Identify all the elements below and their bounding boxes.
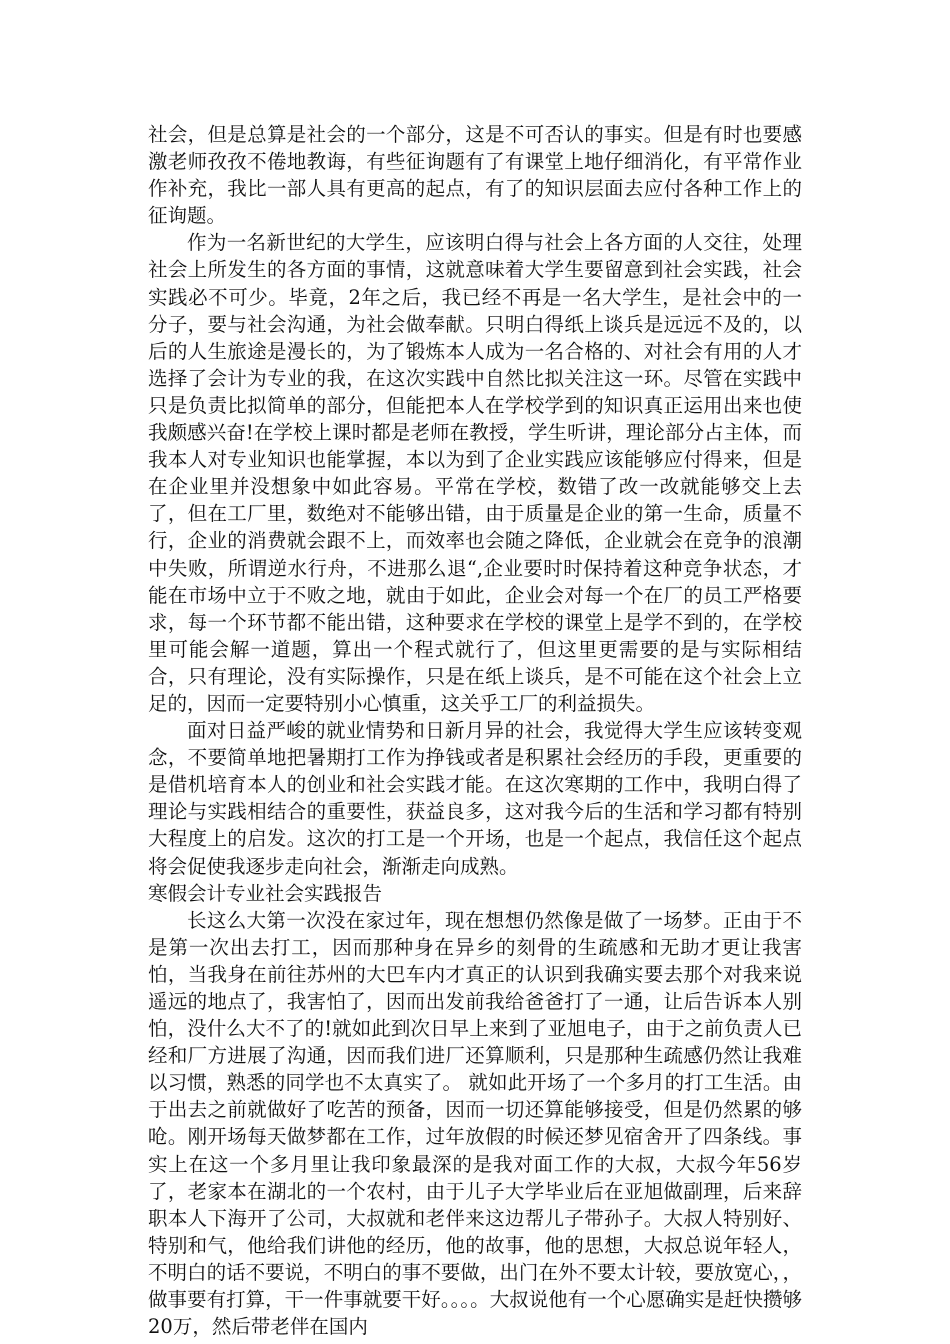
document-body [148, 121, 802, 1340]
paragraph-continuation: 社会，但是总算是社会的一个部分，这是不可否认的事实。但是有时也要感激老师孜孜不倦地教诲，有些征询题有了有课堂上地仔细消化，有平常作业作补充，我比一部人具有更高的起点，有了的知识层面去应付各种工作上的征询题。 [148, 123, 802, 228]
paragraph-winter-work-report: 长这么大第一次没在家过年，现在想想仍然像是做了一场梦。正由于不是第一次出去打工，因而那种身在异乡的刻骨的生疏感和无助才更让我害怕，当我身在前往苏州的大巴车内才真正的认识到我确实要去那个对我来说遥远的地点了，我害怕了，因而出发前我给爸爸打了一通，让后告诉本人别怕，没什么大不了的!就如此到次日早上来到了亚旭电子，由于之前负责人已经和厂方进展了沟通，因而我们进厂还算顺利，只是那种生疏感仍然让我难以习惯，熟悉的同学也不太真实了。 就如此开场了一个多月的打工生活。由于出去之前就做好了吃苦的预备，因而一切还算能够接受，但是仍然累的够呛。刚开场每天做梦都在工作，过年放假的时候还梦见宿舍开了四条线。事实上在这一个多月里让我印象最深的是我对面工作的大叔，大叔今年56岁了，老家本在湖北的一个农村，由于儿子大学毕业后在亚旭做副理，后来辞职本人下海开了公司，大叔就和老伴来这边帮儿子带孙子。大叔人特别好、特别和气，他给我们讲他的经历，他的故事，他的思想，大叔总说年轻人，不明白的话不要说，不明白的事不要做，出门在外不要太计较，要放宽心，，做事要有打算，干一件事就要干好。。。。大叔说他有一个心愿确实是赶快攒够20万，然后带老伴在国内 [148, 908, 802, 1339]
paragraph-employment-outlook: 面对日益严峻的就业情势和日新月异的社会，我觉得大学生应该转变观念，不要简单地把暑期打工作为挣钱或者是积累社会经历的手段，更重要的是借机培育本人的创业和社会实践才能。在这次寒期的工作中，我明白得了理论与实践相结合的重要性，获益良多，这对我今后的生活和学习都有特别大程度上的启发。这次的打工是一个开场，也是一个起点，我信任这个起点将会促使我逐步走向社会，渐渐走向成熟。 [148, 719, 802, 878]
paragraph-social-practice: 作为一名新世纪的大学生，应该明白得与社会上各方面的人交往，处理社会上所发生的各方面的事情，这就意味着大学生要留意到社会实践，社会实践必不可少。毕竟，2年之后，我已经不再是一名大学生，是社会中的一分子，要与社会沟通，为社会做奉献。只明白得纸上谈兵是远远不及的，以后的人生旅途是漫长的，为了锻炼本人成为一名合格的、对社会有用的人才选择了会计为专业的我，在这次实践中自然比拟关注这一环。尽管在实践中只是负责比拟简单的部分，但能把本人在学校学到的知识真正运用出来也使我颇感兴奋!在学校上课时都是老师在教授，学生听讲，理论部分占主体，而我本人对专业知识也能掌握，本以为到了企业实践应该能够应付得来，但是在企业里并没想象中如此容易。平常在学校，数错了改一改就能够交上去了，但在工厂里，数绝对不能够出错，由于质量是企业的第一生命，质量不行，企业的消费就会跟不上，而效率也会随之降低，企业就会在竞争的浪潮中失败，所谓逆水行舟，不进那么退“,企业要时时保持着这种竞争状态，才能在市场中立于不败之地，就由于如此，企业会对每一个在厂的员工严格要求，每一个环节都不能出错，这种要求在学校的课堂上是学不到的，在学校里可能会解一道题，算出一个程式就行了，但这里更需要的是与实际相结合，只有理论，没有实际操作，只是在纸上谈兵，是不可能在这个社会上立足的，因而一定要特别小心慎重，这关乎工厂的利益损失。 [148, 231, 802, 715]
section-heading: 寒假会计专业社会实践报告 [148, 881, 383, 905]
